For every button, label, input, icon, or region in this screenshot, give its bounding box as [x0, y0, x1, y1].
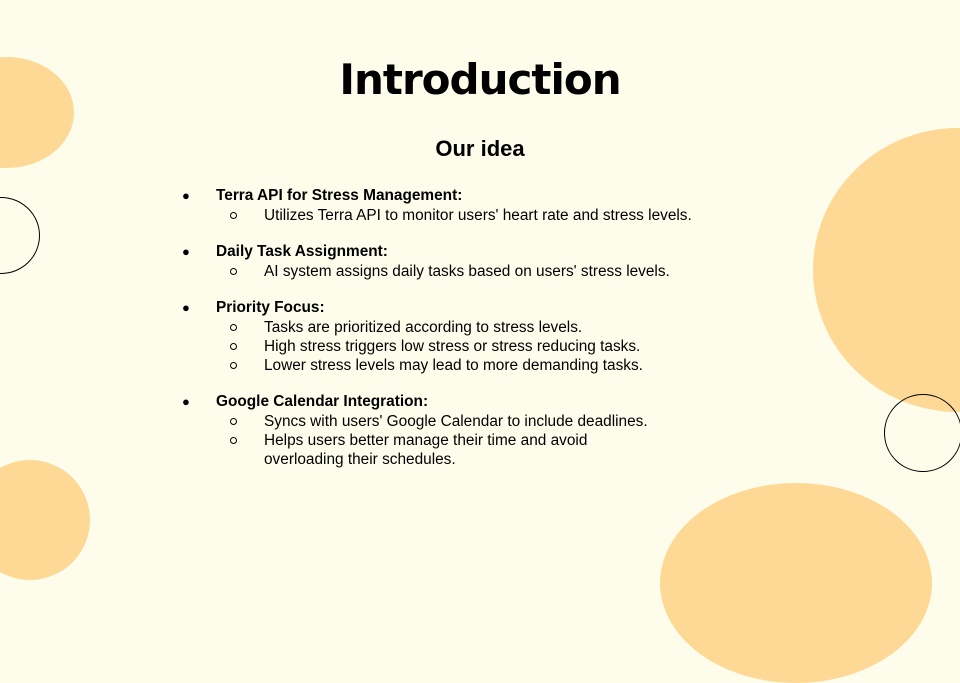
sub-item — [182, 206, 742, 225]
list-item-heading — [182, 298, 742, 318]
list-item-heading — [182, 392, 742, 412]
hollow-bullet-icon — [230, 212, 237, 219]
bullet-icon: ● — [182, 188, 190, 203]
bullet-list — [182, 186, 742, 486]
sub-item-text: Tasks are prioritized according to stress levels. — [264, 319, 583, 336]
heading-text: Daily Task Assignment: — [216, 243, 388, 260]
sub-item-text: Utilizes Terra API to monitor users' heart rate and stress levels. — [264, 207, 692, 224]
list-item — [182, 186, 742, 225]
list-item — [182, 242, 742, 281]
sub-item-text: Lower stress levels may lead to more demanding tasks. — [264, 357, 643, 374]
heading-text: Terra API for Stress Management: — [216, 187, 463, 204]
hollow-bullet-icon — [230, 268, 237, 275]
sub-item-text: Syncs with users' Google Calendar to include deadlines. — [264, 413, 648, 430]
hollow-bullet-icon — [230, 343, 237, 350]
sub-item — [182, 412, 742, 431]
sub-item — [182, 431, 624, 469]
bullet-icon: ● — [182, 300, 190, 315]
hollow-bullet-icon — [230, 418, 237, 425]
sub-item — [182, 356, 742, 375]
sub-item — [182, 262, 742, 281]
decorative-ring — [884, 394, 960, 472]
slide-title: Introduction — [339, 55, 621, 104]
sub-item — [182, 337, 742, 356]
decorative-circle — [660, 483, 932, 683]
hollow-bullet-icon — [230, 362, 237, 369]
heading-text: Priority Focus: — [216, 299, 325, 316]
decorative-circle — [813, 128, 960, 412]
hollow-bullet-icon — [230, 324, 237, 331]
decorative-ring — [0, 197, 40, 274]
list-item — [182, 392, 742, 469]
sub-item-text: AI system assigns daily tasks based on users' stress levels. — [264, 263, 670, 280]
slide-subtitle: Our idea — [435, 136, 525, 161]
bullet-icon: ● — [182, 394, 190, 409]
bullet-icon: ● — [182, 244, 190, 259]
hollow-bullet-icon — [230, 437, 237, 444]
sub-item — [182, 318, 742, 337]
sub-item-text: High stress triggers low stress or stress reducing tasks. — [264, 338, 641, 355]
list-item — [182, 298, 742, 375]
sub-item-text: Helps users better manage their time and avoid overloading their schedules. — [264, 432, 588, 468]
list-item-heading — [182, 242, 742, 262]
decorative-circle — [0, 460, 90, 580]
heading-text: Google Calendar Integration: — [216, 393, 429, 410]
list-item-heading — [182, 186, 742, 206]
